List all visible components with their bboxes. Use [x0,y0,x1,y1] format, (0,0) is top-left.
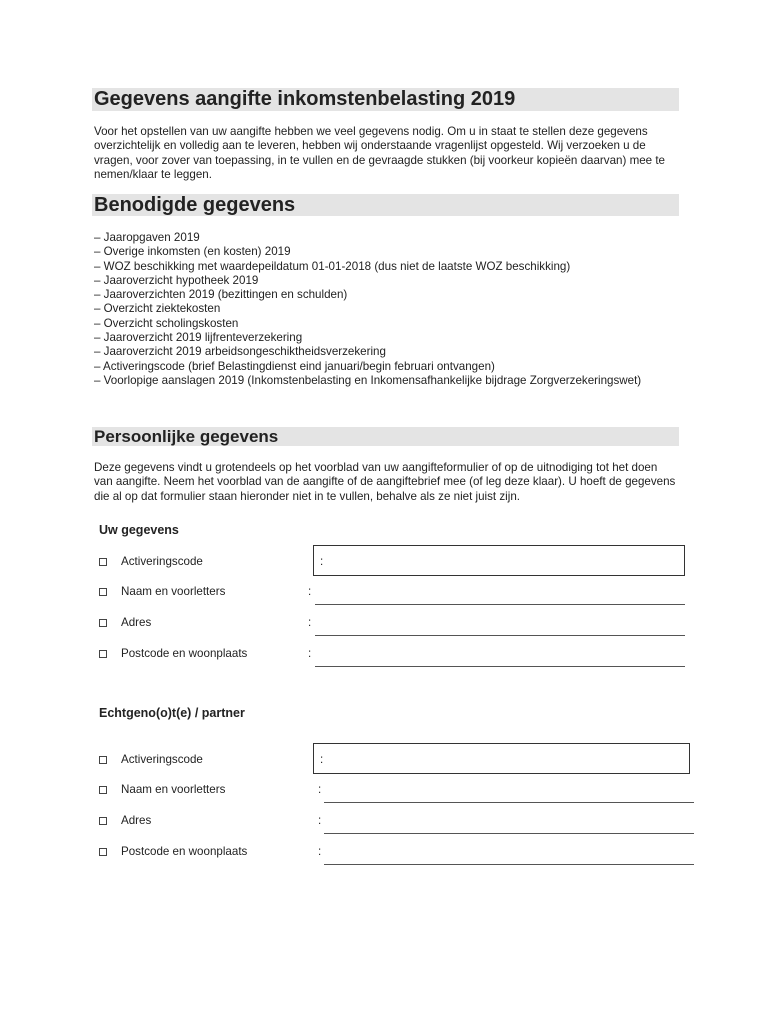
page-title: Gegevens aangifte inkomstenbelasting 2019 [92,88,679,111]
field-label: Postcode en woonplaats [121,845,248,858]
field-colon: : [318,783,322,796]
field-label: Activeringscode [121,753,203,766]
list-item: – Activeringscode (brief Belastingdienst eind januari/begin februari ontvangen) [94,359,495,373]
list-item: – Jaaroverzichten 2019 (bezittingen en schulden) [94,288,348,302]
checkbox[interactable] [99,817,107,825]
partner-postcode-row [99,845,694,865]
checkbox[interactable] [99,756,107,764]
partner-adres-row [99,814,694,834]
field-label: Adres [121,616,152,629]
checkbox[interactable] [99,558,107,566]
field-colon: : [308,647,312,660]
field-colon: : [318,845,322,858]
uw-activeringscode-field[interactable] [313,545,685,576]
field-colon: : [320,753,324,766]
partner-activeringscode-field[interactable] [313,743,690,774]
naam-input-line[interactable] [315,604,685,605]
list-item: – Overzicht ziektekosten [94,302,221,316]
adres-input-line[interactable] [324,833,694,834]
field-label: Adres [121,814,152,827]
field-colon: : [308,585,312,598]
persoonlijke-gegevens-heading: Persoonlijke gegevens [92,427,679,446]
list-item: – WOZ beschikking met waardepeildatum 01-01-2018 (dus niet de laatste WOZ beschikking) [94,259,571,273]
list-item: – Voorlopige aanslagen 2019 (Inkomstenbelasting en Inkomensafhankelijke bijdrage Zorgverzekeringswet) [94,373,642,387]
field-label: Naam en voorletters [121,783,226,796]
list-item: – Overzicht scholingskosten [94,316,239,330]
adres-input-line[interactable] [315,635,685,636]
naam-input-line[interactable] [324,802,694,803]
field-colon: : [318,814,322,827]
checkbox[interactable] [99,650,107,658]
uw-adres-row [99,616,689,636]
uw-postcode-row [99,647,689,667]
checkbox[interactable] [99,588,107,596]
list-item: – Jaaroverzicht hypotheek 2019 [94,273,259,287]
partner-naam-row [99,783,694,803]
persoonlijke-gegevens-intro: Deze gegevens vindt u grotendeels op het voorblad van uw aangifteformulier of op de uitnodiging tot het doen van aangifte. Neem het voorblad van de aangifte of de aangiftebrief mee (of leg deze klaar). U hoeft de gegevens die al op dat formulier staan hieronder niet in te vullen, behalve als ze niet juist zijn. [94,461,676,503]
required-documents-list [94,231,694,388]
intro-paragraph: Voor het opstellen van uw aangifte hebben we veel gegevens nodig. Om u in staat te stellen deze gegevens overzichtelijk en volledig aan te leveren, hebben wij onderstaande vragenlijst opgesteld. Wij verzoeken u de vragen, voor zover van toepassing, in te vullen en de gevraagde stukken (bij voorkeur kopieën daarvan) mee te nemen/klaar te leggen. [94,125,666,181]
uw-gegevens-heading: Uw gegevens [99,523,179,537]
list-item: – Jaaropgaven 2019 [94,231,200,244]
partner-heading: Echtgeno(o)t(e) / partner [99,706,245,720]
postcode-input-line[interactable] [315,666,685,667]
field-colon: : [320,555,324,568]
field-label: Postcode en woonplaats [121,647,248,660]
postcode-input-line[interactable] [324,864,694,865]
list-item: – Jaaroverzicht 2019 arbeidsongeschiktheidsverzekering [94,345,386,359]
field-colon: : [308,616,312,629]
checkbox[interactable] [99,848,107,856]
checkbox[interactable] [99,786,107,794]
uw-naam-row [99,585,689,605]
benodigde-gegevens-heading: Benodigde gegevens [92,194,679,216]
checkbox[interactable] [99,619,107,627]
list-item: – Overige inkomsten (en kosten) 2019 [94,245,291,259]
list-item: – Jaaroverzicht 2019 lijfrenteverzekering [94,331,303,345]
field-label: Activeringscode [121,555,203,568]
field-label: Naam en voorletters [121,585,226,598]
